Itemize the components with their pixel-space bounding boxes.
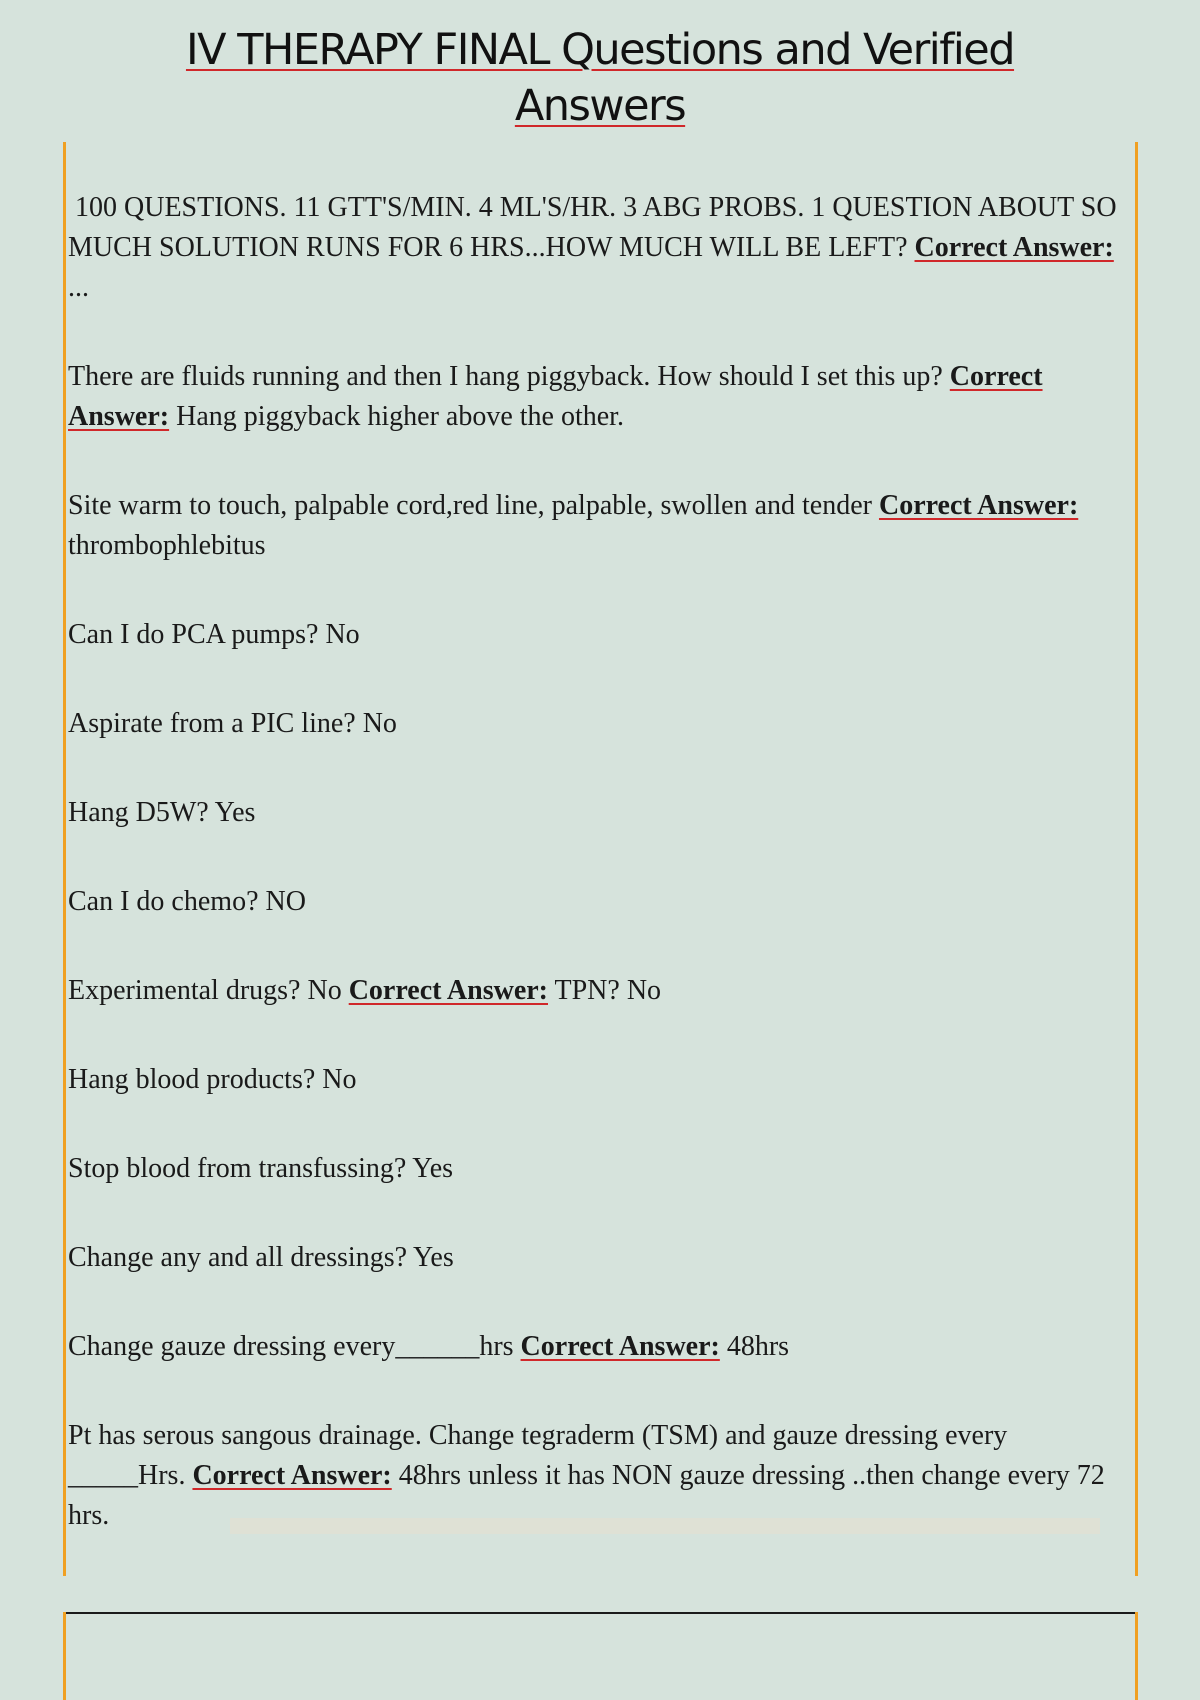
- qa-item: [68, 1149, 1128, 1189]
- question-text: 100 QUESTIONS. 11 GTT'S/MIN. 4 ML'S/HR. 3 ABG PROBS. 1 QUESTION ABOUT SO MUCH SOLUTION RUNS FOR 6 HRS...HOW MUCH WILL BE LEFT?: [68, 192, 1124, 263]
- bottom-box-left-border: [63, 1612, 66, 1700]
- qa-item: [68, 882, 1128, 922]
- correct-answer-label: Correct Answer:: [348, 975, 548, 1006]
- correct-answer-label: Correct Answer:: [520, 1331, 720, 1362]
- qa-item: [68, 1327, 1128, 1367]
- question-text: Hang D5W? Yes: [68, 797, 256, 828]
- bottom-box-right-border: [1135, 1612, 1138, 1700]
- left-border: [63, 142, 66, 1576]
- correct-answer-label: Correct Answer:: [192, 1460, 392, 1491]
- qa-item: [68, 971, 1128, 1011]
- qa-list: [68, 188, 1128, 1585]
- question-text: Aspirate from a PIC line? No: [68, 708, 397, 739]
- page-title: [0, 22, 1200, 134]
- right-border: [1135, 142, 1138, 1576]
- correct-answer-label: Correct Answer:: [68, 361, 1043, 432]
- answer-text: thrombophlebitus: [68, 490, 1086, 561]
- question-text: Change any and all dressings? Yes: [68, 1242, 454, 1273]
- correct-answer-label: Correct Answer:: [878, 490, 1079, 521]
- question-text: There are fluids running and then I hang piggyback. How should I set this up?: [68, 361, 950, 392]
- question-text: Stop blood from transfussing? Yes: [68, 1153, 454, 1184]
- question-text: Can I do chemo? NO: [68, 886, 306, 917]
- title-line-2: Answers: [514, 81, 686, 131]
- qa-item: [68, 357, 1128, 437]
- answer-text: ...: [68, 232, 1121, 303]
- qa-item: [68, 1060, 1128, 1100]
- answer-text: Hang piggyback higher above the other.: [169, 401, 624, 432]
- correct-answer-label: Correct Answer:: [914, 232, 1114, 263]
- title-line-1: IV THERAPY FINAL Questions and Verified: [185, 25, 1015, 75]
- bottom-box-top-border: [63, 1612, 1138, 1614]
- qa-item: [68, 704, 1128, 744]
- qa-item: [68, 615, 1128, 655]
- qa-item: [68, 793, 1128, 833]
- qa-item: [68, 1416, 1128, 1536]
- question-text: Site warm to touch, palpable cord,red line, palpable, swollen and tender: [68, 490, 879, 521]
- answer-text: 48hrs: [719, 1331, 790, 1362]
- qa-item: [68, 486, 1128, 566]
- qa-item: [68, 188, 1128, 308]
- question-text: Can I do PCA pumps? No: [68, 619, 360, 650]
- answer-text: TPN? No: [548, 975, 662, 1006]
- answer-text: 48hrs unless it has NON gauze dressing ..then change every 72 hrs.: [68, 1460, 1112, 1531]
- question-text: Pt has serous sangous drainage. Change tegraderm (TSM) and gauze dressing every _____Hrs.: [68, 1420, 1015, 1491]
- question-text: Experimental drugs? No: [68, 975, 349, 1006]
- question-text: Hang blood products? No: [68, 1064, 357, 1095]
- qa-item: [68, 1238, 1128, 1278]
- question-text: Change gauze dressing every______hrs: [68, 1331, 521, 1362]
